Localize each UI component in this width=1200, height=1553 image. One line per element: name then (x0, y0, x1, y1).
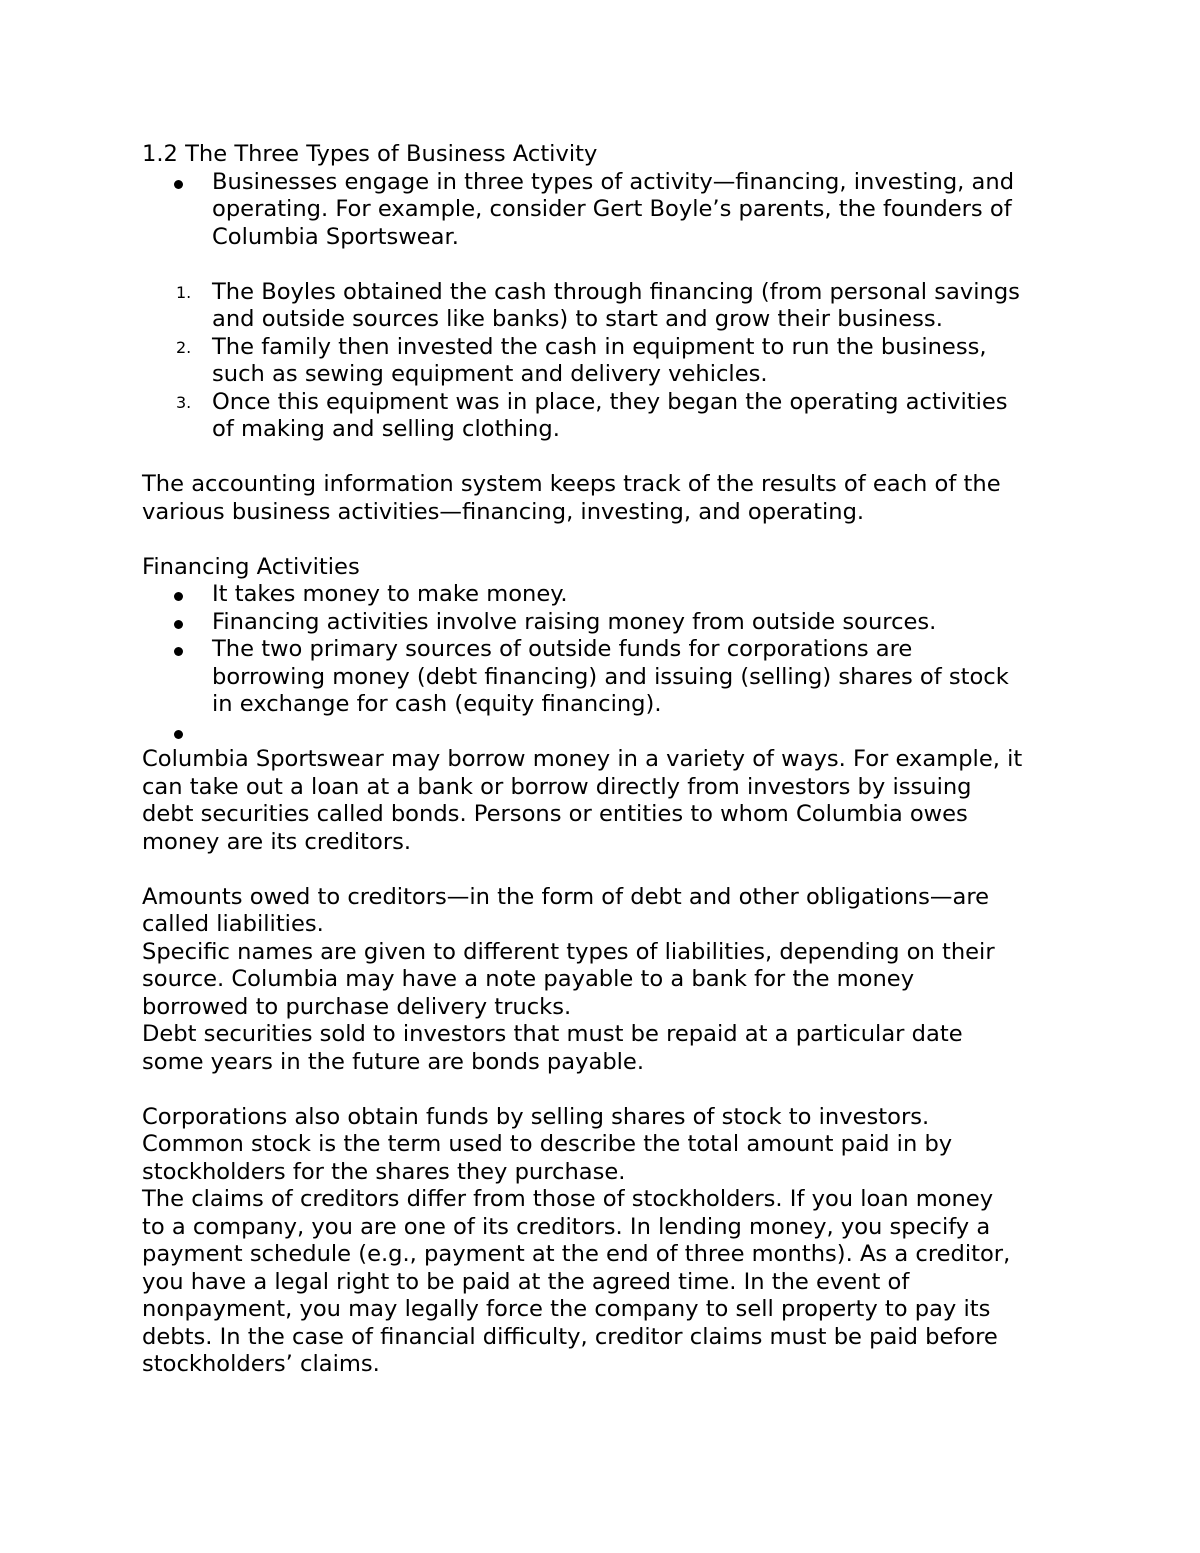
paragraph-line: The accounting information system keeps track of the results of each of the (142, 471, 1001, 497)
paragraph-line: borrowed to purchase delivery trucks. (142, 993, 572, 1020)
bullet-line: It takes money to make money. (212, 581, 568, 607)
bullet-line: The two primary sources of outside funds for corporations are (212, 636, 913, 662)
numbered-item-3 (142, 389, 1082, 444)
paragraph-line: some years in the future are bonds payable. (142, 1048, 645, 1075)
stock-paragraph (142, 1104, 1082, 1379)
paragraph-line: money are its creditors. (142, 828, 412, 855)
bullet-icon (174, 620, 183, 629)
list-number: 3. (176, 392, 192, 412)
paragraph-line: The claims of creditors differ from those of stockholders. If you loan money (142, 1186, 994, 1212)
intro-bullet-line: Businesses engage in three types of activity—financing, investing, and (212, 168, 1015, 195)
numbered-line: The family then invested the cash in equipment to run the business, (212, 333, 987, 360)
paragraph-line: debt securities called bonds. Persons or entities to whom Columbia owes (142, 801, 968, 827)
numbered-line: and outside sources like banks) to start and grow their business. (212, 306, 943, 332)
bullet-icon (174, 647, 183, 656)
section-heading: 1.2 The Three Types of Business Activity (142, 141, 598, 167)
paragraph-line: Specific names are given to different types of liabilities, depending on their (142, 938, 995, 965)
borrow-paragraph (142, 746, 1082, 856)
numbered-item-2 (142, 334, 1082, 389)
paragraph-line: stockholders’ claims. (142, 1351, 380, 1377)
document-page (142, 141, 1082, 1379)
paragraph-line: source. Columbia may have a note payable to a bank for the money (142, 966, 915, 992)
ais-paragraph (142, 471, 1082, 526)
intro-bullet-item (142, 169, 1082, 252)
paragraph-line: Columbia Sportswear may borrow money in a variety of ways. For example, it (142, 746, 1023, 772)
financing-bullet-3 (142, 636, 1082, 719)
spacer (142, 526, 1082, 554)
bullet-icon (174, 730, 183, 739)
numbered-line: Once this equipment was in place, they began the operating activities (212, 388, 1008, 415)
paragraph-line: you have a legal right to be paid at the agreed time. In the event of (142, 1268, 910, 1295)
financing-bullet-1 (142, 581, 1082, 609)
paragraph-line: stockholders for the shares they purchase. (142, 1158, 626, 1185)
list-number: 1. (176, 282, 192, 302)
empty-bullet (142, 719, 1082, 747)
paragraph-line: Debt securities sold to investors that must be repaid at a particular date (142, 1021, 963, 1047)
paragraph-line: various business activities—financing, investing, and operating. (142, 498, 865, 525)
intro-bullet-line: operating. For example, consider Gert Boyle’s parents, the founders of (212, 196, 1012, 222)
spacer (142, 444, 1082, 472)
paragraph-line: payment schedule (e.g., payment at the end of three months). As a creditor, (142, 1241, 1011, 1267)
list-number: 2. (176, 337, 192, 357)
spacer (142, 856, 1082, 884)
paragraph-line: nonpayment, you may legally force the company to sell property to pay its (142, 1296, 991, 1322)
numbered-line: such as sewing equipment and delivery vehicles. (212, 361, 768, 387)
bullet-line: in exchange for cash (equity financing). (212, 691, 662, 717)
paragraph-line: Amounts owed to creditors—in the form of debt and other obligations—are (142, 883, 990, 910)
spacer (142, 1076, 1082, 1104)
financing-heading: Financing Activities (142, 553, 360, 580)
bullet-icon (174, 592, 183, 601)
intro-bullet-line: Columbia Sportswear. (212, 223, 459, 250)
financing-bullet-2 (142, 609, 1082, 637)
numbered-line: of making and selling clothing. (212, 416, 560, 442)
paragraph-line: can take out a loan at a bank or borrow directly from investors by issuing (142, 773, 972, 800)
bullet-line: Financing activities involve raising money from outside sources. (212, 608, 937, 635)
bullet-line: borrowing money (debt financing) and issuing (selling) shares of stock (212, 663, 1009, 690)
paragraph-line: called liabilities. (142, 911, 324, 937)
numbered-item-1 (142, 279, 1082, 334)
bullet-icon (174, 180, 183, 189)
paragraph-line: debts. In the case of financial difficulty, creditor claims must be paid before (142, 1323, 998, 1350)
liabilities-paragraph (142, 884, 1082, 1077)
paragraph-line: Common stock is the term used to describe the total amount paid in by (142, 1131, 953, 1157)
paragraph-line: to a company, you are one of its creditors. In lending money, you specify a (142, 1213, 991, 1240)
paragraph-line: Corporations also obtain funds by selling shares of stock to investors. (142, 1103, 930, 1130)
numbered-line: The Boyles obtained the cash through financing (from personal savings (212, 278, 1020, 305)
spacer (142, 251, 1082, 279)
